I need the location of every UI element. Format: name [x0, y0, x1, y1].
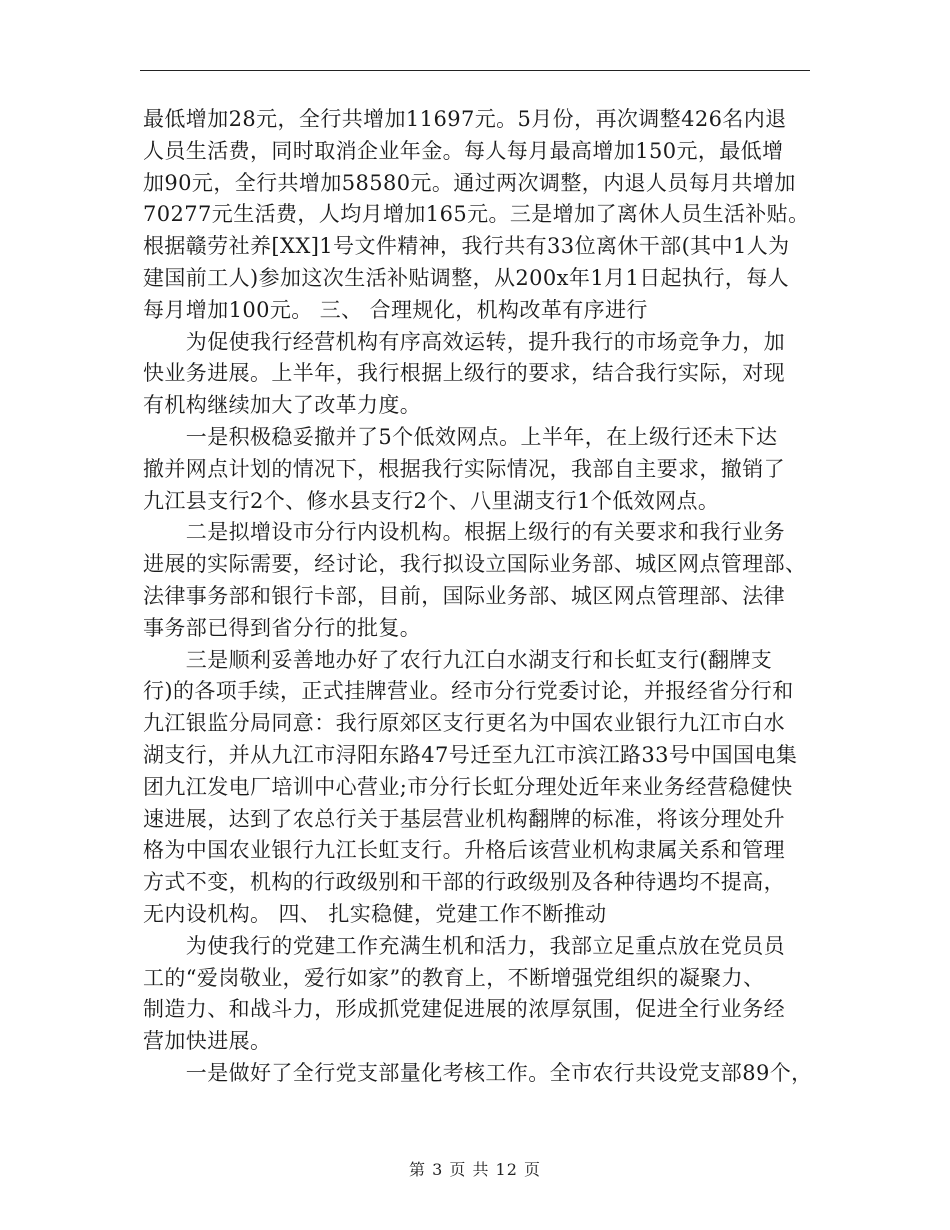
text-line: 营加快进展。 — [143, 1029, 272, 1054]
text-line: 有机构继续加大了改革力度。 — [143, 393, 422, 418]
text-line: 一是做好了全行党支部量化考核工作。全市农行共设党支部89个， — [143, 1060, 813, 1085]
text-line: 进展的实际需要，经讨论，我行拟设立国际业务部、城区网点管理部、 — [143, 552, 807, 577]
text-line: 三是顺利妥善地办好了农行九江白水湖支行和长虹支行(翻牌支 — [143, 647, 773, 672]
text-line: 根据赣劳社养[XX]1号文件精神，我行共有33位离休干部(其中1人为 — [143, 234, 790, 259]
text-line: 事务部已得到省分行的批复。 — [143, 615, 422, 640]
text-line: 建国前工人)参加这次生活补贴调整，从200x年1月1日起执行，每人 — [143, 265, 790, 290]
text-line: 撤并网点计划的情况下，根据我行实际情况，我部自主要求，撤销了 — [143, 456, 785, 481]
section-heading-line: 每月增加100元。 三、 合理规化，机构改革有序进行 — [143, 297, 648, 322]
text-line: 人员生活费，同时取消企业年金。每人每月最高增加150元，最低增 — [143, 138, 784, 163]
text-line: 法律事务部和银行卡部，目前，国际业务部、城区网点管理部、法律 — [143, 583, 785, 608]
text-line: 70277元生活费，人均月增加165元。三是增加了离休人员生活补贴。 — [143, 202, 810, 227]
text-line: 制造力、和战斗力，形成抓党建促进展的浓厚氛围，促进全行业务经 — [143, 997, 785, 1022]
text-line: 速进展，达到了农总行关于基层营业机构翻牌的标准，将该分理处升 — [143, 806, 785, 831]
text-line: 湖支行，并从九江市浔阳东路47号迁至九江市滨江路33号中国国电集 — [143, 742, 798, 767]
text-line: 快业务进展。上半年，我行根据上级行的要求，结合我行实际，对现 — [143, 361, 785, 386]
text-line: 九江县支行2个、修水县支行2个、八里湖支行1个低效网点。 — [143, 488, 720, 513]
text-line: 最低增加28元，全行共增加11697元。5月份，再次调整426名内退 — [143, 107, 787, 131]
text-line: 为使我行的党建工作充满生机和活力，我部立足重点放在党员员 — [143, 933, 785, 958]
section-heading-line: 无内设机构。 四、 扎实稳健，党建工作不断推动 — [143, 901, 607, 926]
text-line: 九江银监分局同意：我行原郊区支行更名为中国农业银行九江市白水 — [143, 711, 785, 736]
text-line: 一是积极稳妥撤并了5个低效网点。上半年，在上级行还未下达 — [143, 424, 778, 449]
text-line: 格为中国农业银行九江长虹支行。升格后该营业机构隶属关系和管理 — [143, 838, 785, 863]
header-rule — [140, 70, 810, 71]
text-line: 二是拟增设市分行内设机构。根据上级行的有关要求和我行业务 — [143, 520, 785, 545]
text-line: 团九江发电厂培训中心营业;市分行长虹分理处近年来业务经营稳健快 — [143, 774, 793, 799]
text-line: 为促使我行经营机构有序高效运转，提升我行的市场竞争力，加 — [143, 329, 785, 354]
text-line: 加90元，全行共增加58580元。通过两次调整，内退人员每月共增加 — [143, 170, 796, 195]
text-line: 行)的各项手续，正式挂牌营业。经市分行党委讨论，并报经省分行和 — [143, 679, 794, 704]
document-body — [143, 104, 813, 1090]
text-line: 工的“爱岗敬业，爱行如家”的教育上，不断增强党组织的凝聚力、 — [143, 965, 765, 990]
page-footer — [0, 1157, 950, 1180]
page-number-label: 第 3 页 共 12 页 — [409, 1160, 541, 1179]
text-line: 方式不变，机构的行政级别和干部的行政级别及各种待遇均不提高， — [143, 870, 785, 895]
